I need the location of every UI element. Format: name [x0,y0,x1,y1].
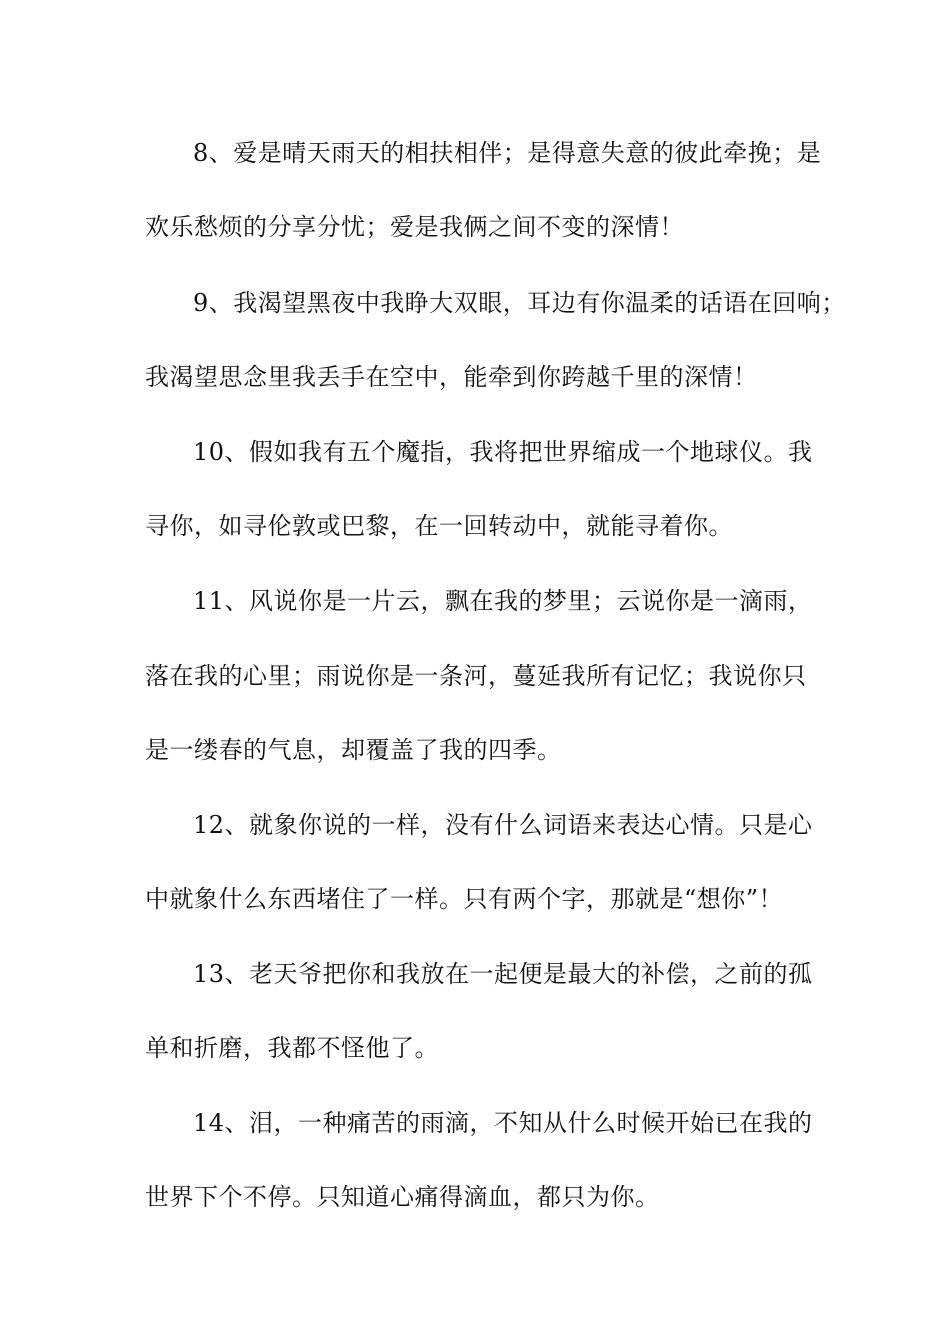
paragraph-11-line-1: 11、风说你是一片云，飘在我的梦里；云说你是一滴雨， [193,587,813,615]
paragraph-10-line-2: 寻你，如寻伦敦或巴黎，在一回转动中，就能寻着你。 [145,512,733,540]
paragraph-8-line-2: 欢乐愁烦的分享分忧；爱是我俩之间不变的深情！ [145,213,684,241]
paragraph-12-line-2: 中就象什么东西堵住了一样。只有两个字，那就是“想你”！ [145,885,784,913]
paragraph-8-line-1: 8、爱是晴天雨天的相扶相伴；是得意失意的彼此牵挽；是 [193,139,822,167]
paragraph-12-line-1: 12、就象你说的一样，没有什么词语来表达心情。只是心 [193,811,813,839]
paragraph-14-line-1: 14、泪，一种痛苦的雨滴，不知从什么时候开始已在我的 [193,1109,813,1137]
paragraph-14-line-2: 世界下个不停。只知道心痛得滴血，都只为你。 [145,1183,660,1211]
paragraph-13-line-1: 13、老天爷把你和我放在一起便是最大的补偿，之前的孤 [193,960,813,988]
paragraph-10-line-1: 10、假如我有五个魔指，我将把世界缩成一个地球仪。我 [193,438,813,466]
paragraph-11-line-2: 落在我的心里；雨说你是一条河，蔓延我所有记忆；我说你只 [145,662,807,690]
paragraph-9-line-2: 我渴望思念里我丢手在空中，能牵到你跨越千里的深情！ [145,363,758,391]
paragraph-13-line-2: 单和折磨，我都不怪他了。 [145,1034,439,1062]
paragraph-11-line-3: 是一缕春的气息，却覆盖了我的四季。 [145,736,562,764]
paragraph-9-line-1: 9、我渴望黑夜中我睁大双眼，耳边有你温柔的话语在回响； [193,289,846,317]
